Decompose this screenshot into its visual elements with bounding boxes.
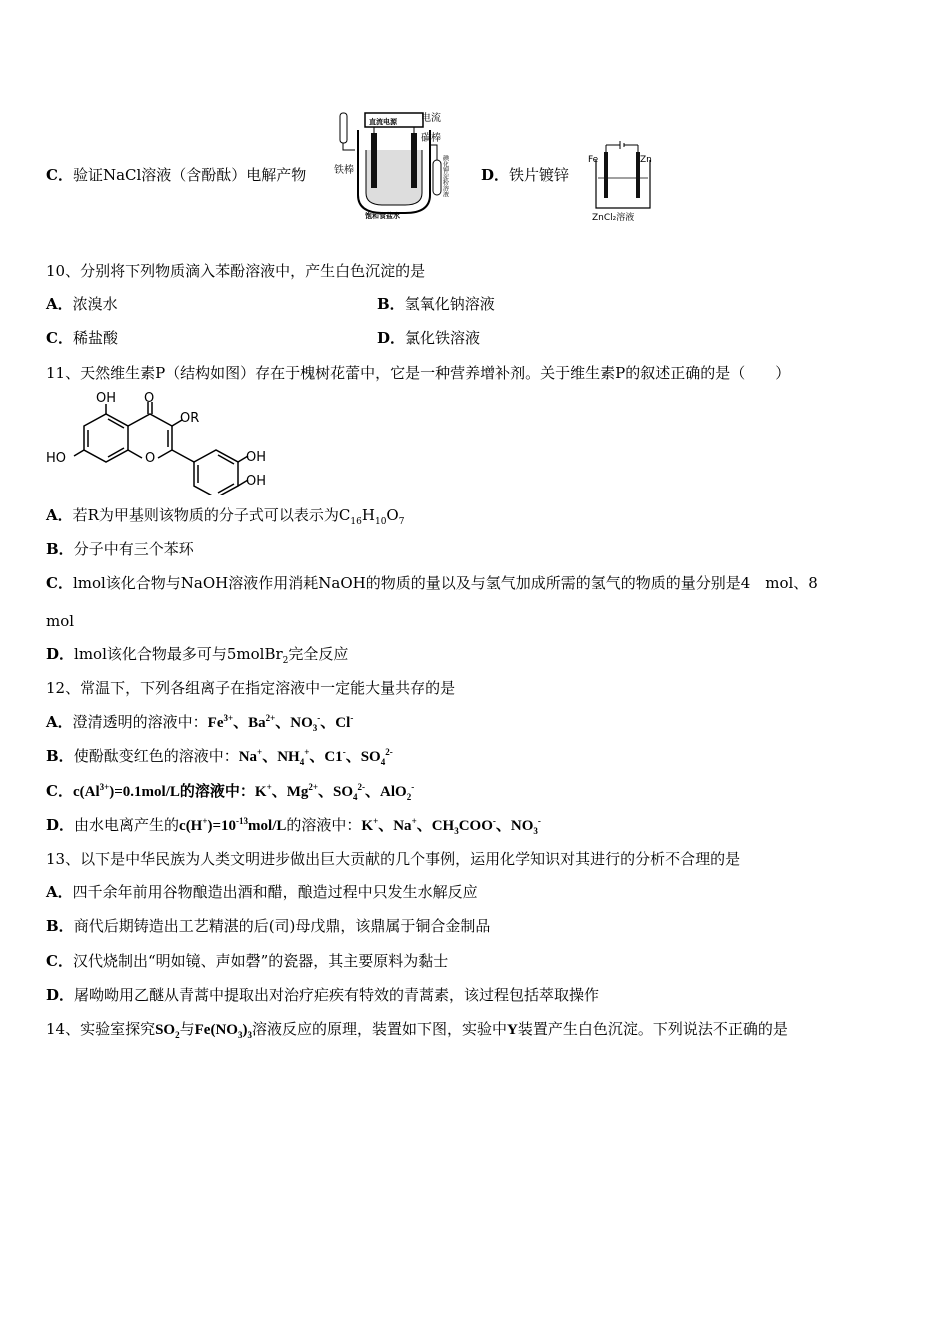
option-text: 屠呦呦用乙醚从青蒿中提取出对治疗疟疾有特效的青蒿素，该过程包括萃取操作 (74, 986, 600, 1004)
q12-option-d (46, 815, 541, 836)
subscript: 10 (374, 517, 387, 527)
ion: 、NH (262, 749, 300, 765)
charge: 3+ (99, 782, 110, 792)
ion: 、Mg (271, 784, 309, 800)
charge: + (304, 747, 310, 757)
subscript: 2 (282, 656, 289, 666)
option-text-end: 完全反应 (288, 645, 349, 663)
subscript: 3 (247, 1030, 252, 1040)
zinc-plating-figure (588, 140, 663, 225)
option-text: 稀盐酸 (72, 329, 118, 347)
q13-option-c (46, 951, 448, 971)
charge: + (266, 782, 272, 792)
ho-left-label: HO (46, 451, 67, 466)
q11-option-c-cont: mol (46, 612, 75, 630)
saturated-brine-label: 饱和食盐水 (365, 212, 400, 220)
ion: c(H (179, 818, 203, 834)
option-text: 浓溴水 (72, 295, 118, 313)
formula-so2: SO (155, 1022, 176, 1038)
charge: 2+ (308, 782, 319, 792)
q9-option-c (46, 165, 306, 185)
oh-right1-label: OH (246, 450, 267, 465)
formula-fe-no3: Fe(NO (194, 1022, 238, 1038)
option-text: 四千余年前用谷物酿造出酒和醋，酿造过程中只发生水解反应 (72, 883, 478, 901)
option-label: A． (46, 713, 73, 731)
option-text: )=0.1mol/L的溶液中： (109, 784, 255, 800)
option-text: lmol该化合物与NaOH溶液作用消耗NaOH的物质的量以及与氢气加成所需的氢气的物质的量分别是4 mol、8 (72, 574, 818, 592)
ion-list (361, 818, 541, 834)
charge: + (373, 816, 379, 826)
option-text: 使酚酞变红色的溶液中： (73, 747, 239, 765)
charge: - (350, 713, 354, 723)
option-label: A． (46, 295, 73, 313)
option-label: C． (46, 166, 73, 184)
charge: -13 (236, 816, 249, 826)
ion: Na (238, 749, 258, 765)
subscript: 16 (350, 517, 362, 527)
q11-option-a (46, 505, 404, 525)
element-h: H (361, 506, 375, 524)
ion: K (361, 818, 374, 834)
charge: - (342, 747, 346, 757)
option-label: B． (46, 917, 74, 935)
ion: )=10 (207, 818, 237, 834)
concentration-expr: c(Al (72, 784, 100, 800)
ion-list (179, 818, 286, 834)
carbon-rod-label: 碳棒 (421, 133, 441, 144)
ion: 、C1 (309, 749, 343, 765)
ion-list (239, 749, 393, 765)
q10-option-d (377, 328, 480, 348)
option-text: lmol该化合物最多可与5molBr (74, 645, 283, 663)
option-text: 由水电离产生的 (74, 816, 180, 834)
option-text: 氯化铁溶液 (405, 329, 481, 347)
charge: - (411, 782, 415, 792)
subscript: 4 (380, 757, 386, 767)
subscript: 7 (398, 517, 405, 527)
option-text: 商代后期铸造出工艺精湛的后(司)母戊鼎，该鼎属于铜合金制品 (73, 917, 491, 935)
option-label: C． (46, 574, 73, 592)
subscript: 3 (533, 826, 538, 836)
option-label: A． (46, 506, 73, 524)
option-label: D． (46, 816, 75, 834)
charge: - (492, 816, 496, 826)
option-label: D． (46, 645, 75, 663)
q11-option-c (46, 573, 818, 593)
q11-option-d (46, 644, 348, 664)
option-text: 验证NaCl溶液（含酚酞）电解产物 (72, 166, 307, 184)
subscript: 4 (353, 792, 358, 802)
oh-top-label: OH (96, 391, 117, 406)
q12-stem: 12、常温下，下列各组离子在指定溶液中一定能大量共存的是 (46, 679, 456, 697)
vitamin-p-structure (44, 390, 274, 495)
current-label: 电流 (421, 113, 441, 124)
subscript: 3 (237, 1030, 243, 1040)
or-label: OR (180, 411, 200, 426)
option-label: C． (46, 782, 73, 800)
ion: 、Ba (233, 715, 266, 731)
device-y: Y (506, 1022, 518, 1038)
subscript: 2 (406, 792, 412, 802)
option-text: 澄清透明的溶液中： (72, 713, 208, 731)
q11-stem: 11、天然维生素P（结构如图）存在于槐树花蕾中，它是一种营养增补剂。关于维生素P的叙述正确的是（ ） (46, 364, 791, 382)
ion: 、SO (345, 749, 381, 765)
charge: + (411, 816, 417, 826)
q10-option-c (46, 328, 118, 348)
option-text: 分子中有三个苯环 (73, 540, 194, 558)
stem-text: 装置产生白色沉淀。下列说法不正确的是 (517, 1020, 788, 1038)
option-text: 的溶液中： (286, 816, 362, 834)
element-o: O (386, 506, 399, 524)
formula-close: ) (242, 1022, 248, 1038)
charge: 2- (357, 782, 366, 792)
option-label: B． (46, 540, 74, 558)
ion: 、NO (495, 818, 534, 834)
q12-option-a (46, 712, 353, 733)
ion: 、NO (275, 715, 313, 731)
charge: 3+ (223, 713, 234, 723)
subscript: 3 (454, 826, 459, 836)
option-text: 铁片镀锌 (509, 166, 570, 184)
q10-option-b (377, 294, 495, 314)
electrolysis-apparatus-figure (333, 105, 468, 220)
zncl2-solution-label: ZnCl₂溶液 (592, 213, 635, 223)
charge: + (202, 816, 208, 826)
ion: mol/L (248, 818, 287, 834)
ion-list (255, 784, 414, 800)
ion: K (254, 784, 267, 800)
q9-option-d (481, 165, 569, 185)
q10-stem: 10、分别将下列物质滴入苯酚溶液中，产生白色沉淀的是 (46, 262, 426, 280)
q12-option-b (46, 746, 393, 767)
charge: + (257, 747, 263, 757)
subscript: 3 (312, 723, 318, 733)
option-label: D． (377, 329, 406, 347)
option-text: 若R为甲基则该物质的分子式可以表示为C (72, 506, 351, 524)
option-label: B． (377, 295, 405, 313)
ion: 、AlO (365, 784, 407, 800)
stem-text: 溶液反应的原理，装置如下图，实验中 (251, 1020, 507, 1038)
option-label: C． (46, 952, 73, 970)
option-label: D． (46, 986, 75, 1004)
ion: COO (458, 818, 493, 834)
iron-rod-label: 铁棒 (334, 165, 354, 176)
charge: - (537, 816, 541, 826)
option-text: 汉代烧制出“明如镜、声如磬”的瓷器，其主要原料为黏士 (72, 952, 449, 970)
charge: - (317, 713, 321, 723)
option-text: 氢氧化钠溶液 (404, 295, 495, 313)
ring-o-label: O (145, 451, 156, 466)
q13-stem: 13、以下是中华民族为人类文明进步做出巨大贡献的几个事例，运用化学知识对其进行的分析不合理的是 (46, 850, 741, 868)
starch-ki-label: 碘化钾淀粉溶液 (441, 155, 449, 197)
q11-option-b (46, 539, 194, 559)
option-label: A． (46, 883, 73, 901)
subscript: 2 (175, 1030, 180, 1040)
carbonyl-o-label: O (144, 391, 155, 406)
power-source-label: 直流电源 (369, 118, 397, 126)
ion: Fe (207, 715, 224, 731)
option-label: C． (46, 329, 73, 347)
subscript: 4 (299, 757, 305, 767)
zn-label: Zn (640, 155, 652, 165)
charge: 2- (385, 747, 393, 757)
option-label: D． (481, 166, 510, 184)
ion: 、Na (378, 818, 412, 834)
q10-option-a (46, 294, 118, 314)
fe-label: Fe (588, 155, 599, 165)
q14-stem (46, 1019, 788, 1040)
oh-right2-label: OH (246, 474, 267, 489)
ion: 、CH (416, 818, 455, 834)
stem-text: 14、实验室探究 (46, 1020, 156, 1038)
q13-option-d (46, 985, 599, 1005)
ion: 、Cl (320, 715, 351, 731)
ion-list (208, 715, 354, 731)
option-label: B． (46, 747, 74, 765)
stem-text: 与 (179, 1020, 195, 1038)
q13-option-a (46, 882, 478, 902)
q13-option-b (46, 916, 490, 936)
q12-option-c (46, 781, 414, 802)
ion: 、SO (318, 784, 354, 800)
charge: 2+ (265, 713, 276, 723)
